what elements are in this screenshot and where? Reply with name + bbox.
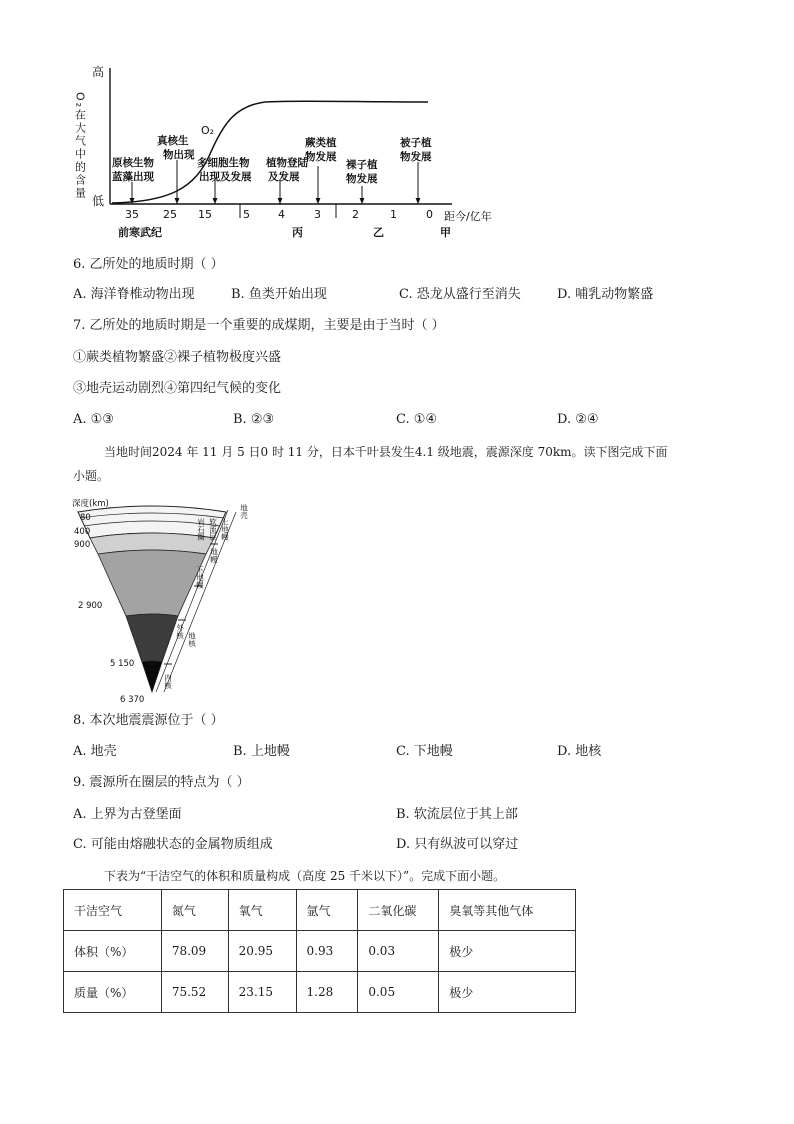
question-7-stem: 7. 乙所处的地质时期是一个重要的成煤期，主要是由于当时（ ） [73, 318, 445, 333]
q6-option-b[interactable]: B. 鱼类开始出现 [231, 287, 327, 302]
depth-label: 80 [80, 513, 91, 523]
question-8-stem: 8. 本次地震震源位于（ ） [73, 713, 224, 728]
event-label: 物发展 [305, 151, 337, 163]
depth-label: 900 [74, 540, 91, 550]
event-label: 真核生 [157, 135, 189, 147]
table-cell: 体积（%） [64, 931, 162, 972]
depth-label: 5 150 [110, 659, 135, 669]
layer-label: 地幔 [209, 548, 219, 563]
x-axis-unit: 距今/亿年 [444, 210, 492, 223]
table-header-cell: 氩气 [296, 890, 358, 931]
event-label: 原核生物 [112, 157, 154, 169]
q8-option-d[interactable]: D. 地核 [557, 744, 602, 759]
earthquake-passage-line-2: 小题。 [73, 469, 110, 483]
table-header-cell: 干洁空气 [64, 890, 162, 931]
table-header-cell: 氮气 [161, 890, 228, 931]
x-tick-label: 1 [390, 208, 397, 221]
x-tick-label: 0 [426, 208, 433, 221]
table-header-cell: 二氧化碳 [358, 890, 439, 931]
layer-label: 软流层 [208, 518, 218, 541]
q8-option-b[interactable]: B. 上地幔 [233, 744, 290, 759]
q8-option-c[interactable]: C. 下地幔 [396, 744, 453, 759]
q7-option-b[interactable]: B. ②③ [233, 412, 275, 427]
o2-curve [112, 101, 428, 203]
event-label: 及发展 [268, 171, 300, 183]
layer-label: 下地幔 [195, 566, 205, 589]
table-header-cell: 氧气 [228, 890, 296, 931]
event-label: 物发展 [346, 173, 378, 185]
event-arrows [130, 198, 421, 204]
x-ticks [240, 204, 336, 218]
table-header-cell: 臭氧等其他气体 [439, 890, 576, 931]
x-tick-label: 15 [198, 208, 212, 221]
era-label: 前寒武纪 [118, 226, 162, 239]
event-label: 蕨类植 [305, 137, 337, 149]
table-cell: 极少 [439, 972, 576, 1013]
table-row [64, 931, 576, 972]
era-label: 乙 [373, 226, 384, 239]
depth-label: 400 [74, 527, 91, 537]
event-label: 裸子植 [346, 159, 378, 171]
table-cell: 78.09 [161, 931, 228, 972]
q7-statement-line-2: ③地壳运动剧烈④第四纪气候的变化 [73, 381, 282, 396]
y-axis-low-label: 低 [91, 194, 105, 208]
earthquake-passage-line-1: 当地时间2024 年 11 月 5 日0 时 11 分，日本千叶县发生4.1 级地震，震源深度 70km。读下图完成下面 [104, 445, 668, 459]
q6-option-a[interactable]: A. 海洋脊椎动物出现 [73, 287, 195, 302]
event-label: 物出现 [163, 149, 195, 161]
table-cell: 75.52 [161, 972, 228, 1013]
inner-core-band [142, 661, 162, 692]
x-tick-label: 5 [243, 208, 250, 221]
table-cell: 23.15 [228, 972, 296, 1013]
table-header-row [64, 890, 576, 931]
x-tick-label: 3 [314, 208, 321, 221]
event-label: 多细胞生物 [197, 157, 250, 169]
table-cell: 质量（%） [64, 972, 162, 1013]
event-label: 物发展 [400, 151, 432, 163]
x-tick-label: 2 [352, 208, 359, 221]
o2-history-figure [60, 62, 520, 244]
table-cell: 1.28 [296, 972, 358, 1013]
table-cell: 极少 [439, 931, 576, 972]
q9-option-b[interactable]: B. 软流层位于其上部 [396, 807, 518, 822]
x-tick-label: 25 [163, 208, 177, 221]
layer-label: 内核 [163, 674, 173, 689]
layer-label: 外核 [175, 624, 185, 639]
x-tick-label: 4 [278, 208, 285, 221]
outer-core-band [126, 614, 178, 662]
q7-option-a[interactable]: A. ①③ [73, 412, 114, 427]
table-cell: 0.05 [358, 972, 439, 1013]
q7-option-c[interactable]: C. ①④ [396, 412, 438, 427]
q7-option-d[interactable]: D. ②④ [557, 412, 599, 427]
depth-label: 2 900 [78, 601, 103, 611]
q9-option-a[interactable]: A. 上界为古登堡面 [73, 807, 182, 822]
layer-label: 上地幔 [220, 518, 230, 541]
y-axis-high-label: 高 [91, 65, 105, 79]
event-label: 出现及发展 [199, 171, 252, 183]
q9-option-d[interactable]: D. 只有纵波可以穿过 [396, 837, 519, 852]
depth-label: 6 370 [120, 695, 145, 705]
o2-curve-label: O₂ [201, 124, 215, 137]
layer-label: 地核 [187, 632, 197, 647]
table-cell: 20.95 [228, 931, 296, 972]
event-label: 植物登陆 [266, 157, 308, 169]
era-label: 甲 [440, 226, 451, 239]
earth-interior-figure [70, 496, 260, 706]
air-table-passage: 下表为“干洁空气的体积和质量构成（高度 25 千米以下）”。完成下面小题。 [104, 869, 506, 883]
layer-label: 岩石圈 [196, 518, 206, 541]
q9-option-c[interactable]: C. 可能由熔融状态的金属物质组成 [73, 837, 273, 852]
q8-option-a[interactable]: A. 地壳 [73, 744, 117, 759]
era-label: 丙 [292, 226, 303, 239]
event-label: 被子植 [400, 137, 432, 149]
q6-option-c[interactable]: C. 恐龙从盛行至消失 [399, 287, 521, 302]
table-row [64, 972, 576, 1013]
table-cell: 0.93 [296, 931, 358, 972]
event-label: 蓝藻出现 [112, 171, 154, 183]
table-cell: 0.03 [358, 931, 439, 972]
x-tick-label: 35 [125, 208, 139, 221]
y-axis-title: O₂在大气中的含量 [73, 92, 87, 201]
depth-axis-title: 深度(km) [72, 499, 109, 509]
question-6-stem: 6. 乙所处的地质时期（ ） [73, 257, 224, 272]
q7-statement-line-1: ①蕨类植物繁盛②裸子植物极度兴盛 [73, 350, 282, 365]
question-9-stem: 9. 震源所在圈层的特点为（ ） [73, 775, 250, 790]
dry-air-composition-table [63, 889, 576, 1013]
q6-option-d[interactable]: D. 哺乳动物繁盛 [557, 287, 654, 302]
layer-label: 地壳 [239, 504, 249, 519]
